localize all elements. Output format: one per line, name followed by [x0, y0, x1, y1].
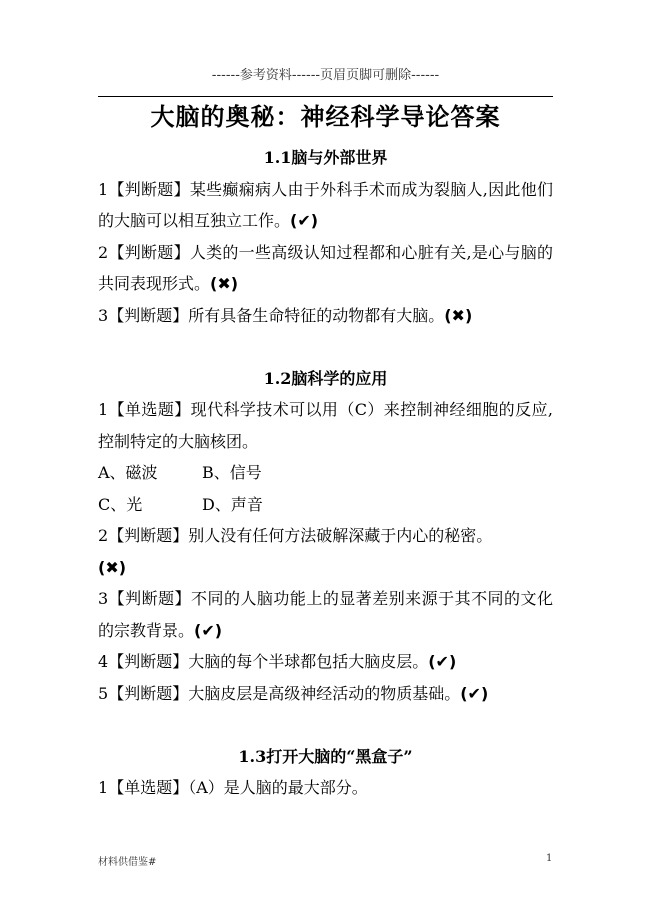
- question-number: 2: [98, 242, 109, 262]
- question-item: [98, 583, 553, 646]
- answer-mark: (✔): [290, 211, 319, 230]
- question-number: 1: [98, 179, 109, 199]
- question-item: [98, 300, 553, 332]
- question-number: 1: [98, 400, 109, 419]
- section-title: 1.1脑与外部世界: [263, 148, 388, 167]
- question-number: 3: [98, 305, 109, 325]
- question-number: 1: [98, 778, 109, 797]
- question-number: 3: [98, 589, 109, 608]
- document-title: 大脑的奥秘：神经科学导论答案: [150, 103, 501, 131]
- page-header: ------参考资料------页眉页脚可删除------: [211, 68, 440, 83]
- option-d: D、声音: [202, 494, 263, 514]
- question-text: （A）是人脑的最大部分。: [188, 778, 368, 797]
- question-text: 人类的一些高级认知过程都和心脏有关,是心与脑的共同表现形式。: [98, 242, 553, 293]
- document-body: [98, 142, 553, 804]
- question-number: 4: [98, 652, 109, 671]
- answer-mark: (✔): [428, 652, 457, 671]
- answer-mark: (✖): [98, 557, 127, 577]
- question-item: [98, 237, 553, 300]
- question-type: 【单选题】: [108, 400, 191, 419]
- question-text: 某些癫痫病人由于外科手术而成为裂脑人,因此他们的大脑可以相互独立工作。: [98, 179, 553, 230]
- question-item: [98, 772, 553, 804]
- question-item: [98, 174, 553, 237]
- header-divider: [98, 96, 553, 97]
- option-a: A、磁波: [98, 463, 158, 482]
- question-item: [98, 678, 553, 710]
- question-type: 【判断题】: [108, 589, 192, 608]
- spacer: [98, 331, 553, 363]
- answer-mark: (✖): [210, 274, 239, 293]
- answer-mark: (✔): [460, 683, 489, 703]
- option-c: C、光: [98, 494, 143, 514]
- spacer: [98, 709, 553, 741]
- question-text: 所有具备生命特征的动物都有大脑。: [188, 305, 445, 325]
- question-type: 【判断题】: [108, 526, 189, 545]
- question-text: 大脑皮层是高级神经活动的物质基础。: [188, 683, 461, 703]
- option-row: [98, 457, 553, 489]
- question-item: [98, 520, 553, 583]
- answer-mark: (✖): [444, 305, 473, 325]
- question-type: 【判断题】: [108, 683, 189, 703]
- question-text: 不同的人脑功能上的显著差别来源于其不同的文化的宗教背景。: [98, 589, 553, 640]
- section-title: 1.3打开大脑的“黑盒子”: [238, 746, 413, 766]
- option-b: B、信号: [202, 463, 262, 482]
- question-type: 【单选题】: [108, 778, 189, 797]
- section-title: 1.2脑科学的应用: [263, 368, 388, 388]
- question-number: 5: [98, 683, 109, 703]
- option-row: [98, 489, 553, 521]
- question-text: 大脑的每个半球都包括大脑皮层。: [188, 652, 429, 671]
- question-item: [98, 646, 553, 678]
- answer-mark: (✔): [194, 620, 223, 640]
- question-text: 别人没有任何方法破解深藏于内心的秘密。: [188, 526, 493, 545]
- question-type: 【判断题】: [108, 179, 190, 199]
- page-number: 1: [546, 853, 553, 864]
- question-number: 2: [98, 526, 109, 545]
- footer-note: 材料供借鉴#: [98, 857, 157, 868]
- question-type: 【判断题】: [108, 305, 189, 325]
- question-item: [98, 394, 553, 457]
- question-type: 【判断题】: [108, 242, 190, 262]
- question-text: 现代科学技术可以用（C）来控制神经细胞的反应,控制特定的大脑核团。: [98, 400, 553, 451]
- question-type: 【判断题】: [108, 652, 189, 671]
